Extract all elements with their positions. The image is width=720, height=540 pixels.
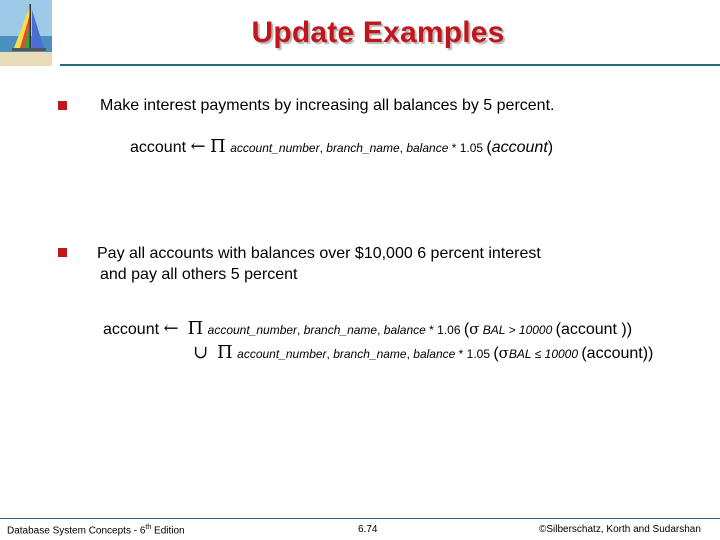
formula-1-attr-b: branch_name [326, 141, 400, 155]
formula-2-cond-2: BAL ≤ 10000 [508, 347, 582, 361]
formula-2-attr-c: balance [383, 323, 426, 337]
footer-copyright: ©Silberschatz, Korth and Sudarshan [539, 524, 701, 535]
formula-2-open-2: ( [493, 345, 499, 362]
assign-arrow-icon: ← [163, 318, 179, 339]
bullet-2-text [97, 243, 541, 285]
title-divider [60, 64, 720, 66]
formula-1-mult: * 1.05 [448, 141, 487, 155]
formula-1-relation: account [491, 139, 548, 156]
footer-divider [0, 518, 720, 519]
formula-1: account ← Π account_number, branch_name, balance * 1.05 (account) [130, 136, 554, 157]
formula-2-attr-b: branch_name [333, 347, 407, 361]
formula-2-mult-1: * 1.06 [425, 323, 464, 337]
selection-sigma-icon: σ [498, 344, 509, 362]
footer-page-number: 6.74 [358, 524, 378, 535]
formula-1-open: ( [486, 139, 492, 156]
formula-2-relation-2: (account)) [581, 345, 654, 362]
bullet-2-line-2: and pay all others 5 percent [100, 266, 298, 283]
union-icon: ∪ [193, 342, 209, 363]
formula-1-attr-c: balance [406, 141, 449, 155]
formula-2-attr-b: branch_name [303, 323, 378, 337]
formula-2-mult-2: * 1.05 [455, 347, 494, 361]
formula-2-lhs: account [103, 321, 160, 338]
formula-2-attr-a: account_number [207, 323, 298, 337]
bullet-2-line-1: Pay all accounts with balances over $10,000 6 percent interest [97, 245, 541, 262]
formula-2-attr-a: account_number [237, 347, 327, 361]
formula-1-lhs: account [130, 139, 187, 156]
formula-2-line-2: ∪ Π account_number, branch_name, balance * 1.05 (σBAL ≤ 10000 (account)) [193, 342, 654, 363]
square-bullet-icon [58, 101, 67, 110]
assign-arrow-icon: ← [190, 136, 206, 157]
bullet-1-text: Make interest payments by increasing all balances by 5 percent. [100, 97, 555, 114]
slide-title: Update Examples [251, 16, 505, 49]
projection-pi-icon: Π [210, 136, 226, 157]
formula-1-close: ) [547, 139, 554, 156]
formula-2-cond-1: BAL > 10000 [479, 323, 556, 337]
projection-pi-icon: Π [187, 318, 204, 339]
formula-1-attr-a: account_number [230, 141, 320, 155]
formula-2-relation-1: (account )) [555, 321, 633, 338]
selection-sigma-icon: σ [469, 320, 480, 338]
formula-2-attr-c: balance [413, 347, 456, 361]
formula-2-open-1: ( [463, 321, 470, 338]
projection-pi-icon: Π [216, 342, 233, 363]
footer-book-title: Database System Concepts - 6th Edition [7, 524, 185, 537]
square-bullet-icon [58, 248, 67, 257]
formula-2-line-1: account ← Π account_number, branch_name, balance * 1.06 (σ BAL > 10000 (account )) [103, 318, 633, 339]
